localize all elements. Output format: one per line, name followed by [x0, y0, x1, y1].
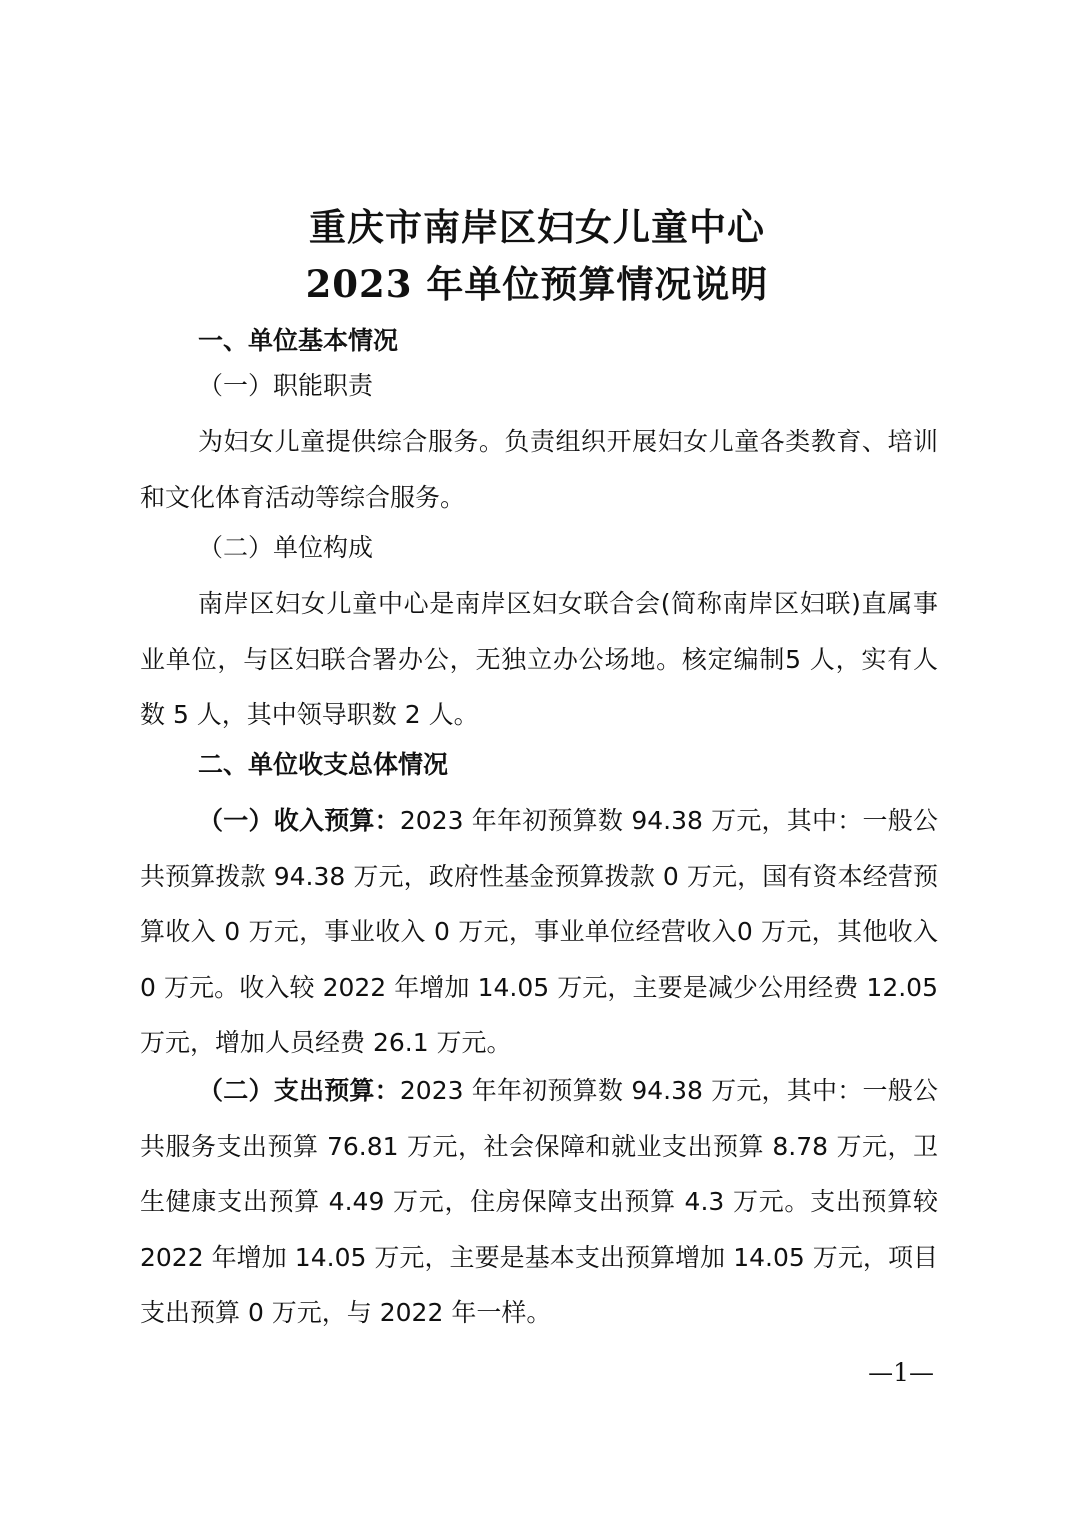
section2-income-paragraph [140, 793, 938, 1071]
section1-sub1-text: 为妇女儿童提供综合服务。负责组织开展妇女儿童各类教育、培训和文化体育活动等综合服务。 [140, 427, 938, 512]
income-text: 2023 年年初预算数 94.38 万元，其中：一般公共预算拨款 94.38 万元，政府性基金预算拨款 0 万元，国有资本经营预算收入 0 万元，事业收入 0 万元，事业单位经营收入0 万元，其他收入 0 万元。收入较 2022 年增加 14.05 万元，主要是减少公用经费 12.05 万元，增加人员经费 26.1 万元。 [140, 806, 938, 1057]
document-title-line1: 重庆市南岸区妇女儿童中心 [309, 205, 765, 249]
income-lead: （一）收入预算： [198, 806, 400, 835]
section1-sub2-text: 南岸区妇女儿童中心是南岸区妇女联合会(简称南岸区妇联)直属事业单位，与区妇联合署办公，无独立办公场地。核定编制5 人，实有人数 5 人，其中领导职数 2 人。 [140, 589, 938, 729]
page-number: —1— [868, 1358, 934, 1387]
expense-lead: （二）支出预算： [198, 1076, 400, 1105]
section1-sub2-heading: （二）单位构成 [198, 533, 374, 562]
section1-heading: 一、单位基本情况 [198, 326, 399, 355]
section1-sub1-heading: （一）职能职责 [198, 371, 374, 400]
expense-text: 2023 年年初预算数 94.38 万元，其中：一般公共服务支出预算 76.81 万元，社会保障和就业支出预算 8.78 万元，卫生健康支出预算 4.49 万元，住房保障支出预算 4.3 万元。支出预算较 2022 年增加 14.05 万元，主要是基本支出预算增加 14.05 万元，项目支出预算 0 万元，与 2022 年一样。 [140, 1076, 938, 1327]
section2-heading: 二、单位收支总体情况 [198, 750, 449, 779]
section2-expense-paragraph [140, 1063, 938, 1341]
document-title-line2: 2023 年单位预算情况说明 [305, 262, 769, 306]
